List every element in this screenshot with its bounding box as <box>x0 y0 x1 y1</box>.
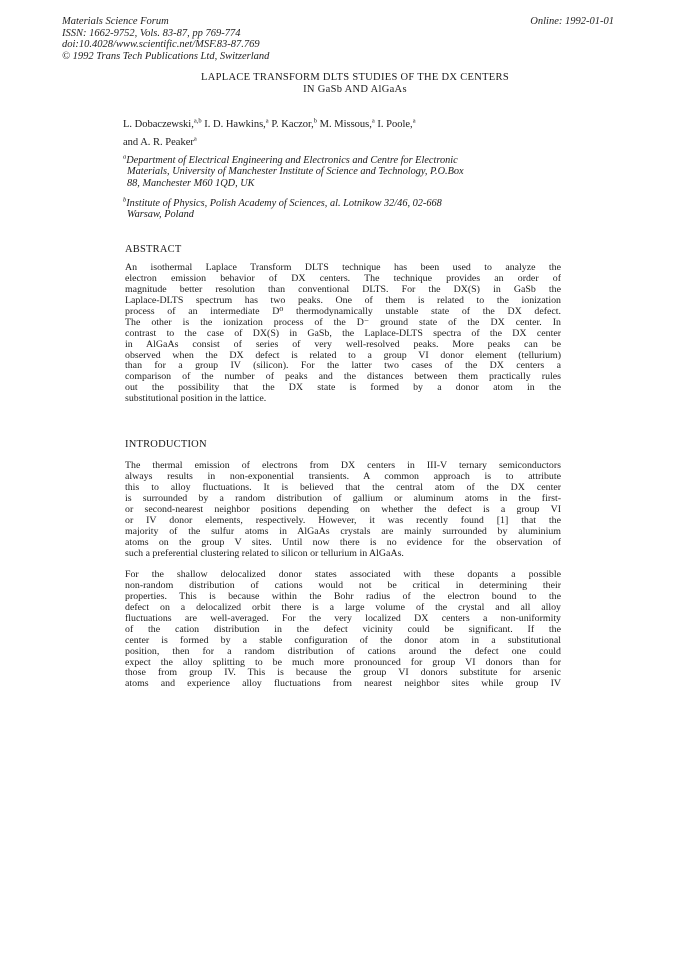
text-line: expect the alloy splitting to be much more pronounced for group VI donors than for <box>125 657 561 668</box>
author-line <box>123 116 583 134</box>
text-line: or second-nearest neighbor positions depending on whether the defect is a group VI <box>125 504 561 515</box>
text-line: magnitude better resolution than conventional DLTS. For the DX(S) in GaSb the <box>125 284 561 295</box>
author-name: I. D. Hawkins, <box>204 119 266 130</box>
text-line: of the cation distribution in the defect vicinity could be significant. If the <box>125 624 561 635</box>
online-date: Online: 1992-01-01 <box>530 16 614 27</box>
author-name: and A. R. Peaker <box>123 137 194 148</box>
author-line <box>123 134 583 152</box>
affiliation-line: Materials, University of Manchester Institute of Science and Technology, P.O.Box <box>127 166 464 178</box>
author-affiliation-marker: a,b <box>193 117 202 125</box>
affiliation-line <box>123 198 593 209</box>
abstract-body <box>125 263 561 405</box>
affiliation-marker: a <box>123 153 127 161</box>
text-line: observed when the DX defect is related to a group VI donor element (tellurium) <box>125 350 561 361</box>
introduction-paragraph-2 <box>125 570 561 690</box>
affiliation-b <box>123 198 593 221</box>
doi-line: doi:10.4028/www.scientific.net/MSF.83-87.769 <box>62 39 260 51</box>
author-affiliation-marker: a <box>193 135 197 143</box>
text-line: For the shallow delocalized donor states associated with these dopants a possible <box>125 570 561 580</box>
text-line: this to alloy fluctuations. It is believed that the central atom of the DX center <box>125 482 561 493</box>
issn-line: ISSN: 1662-9752, Vols. 83-87, pp 769-774 <box>62 27 241 39</box>
text-line: position, then for a random distribution of cations around the defect one could <box>125 646 561 657</box>
text-line: such a preferential clustering related to silicon or tellurium in AlGaAs. <box>125 548 404 559</box>
text-line: is surrounded by a random distribution of gallium or aluminum atoms in the first- <box>125 493 561 504</box>
text-line: The other is the ionization process of the D⁻ ground state of the DX center. In <box>125 317 561 328</box>
title-line: LAPLACE TRANSFORM DLTS STUDIES OF THE DX CENTERS <box>201 72 509 83</box>
text-line: in AlGaAs consist of series of very well-resolved peaks. More peaks can be <box>125 339 561 350</box>
text-line: substitutional position in the lattice. <box>125 394 267 405</box>
text-line: properties. This is because within the Bohr radius of the electron bound to the <box>125 591 561 602</box>
journal-name: Materials Science Forum <box>62 16 169 27</box>
text-line: An isothermal Laplace Transform DLTS technique has been used to analyze the <box>125 263 561 273</box>
affiliation-text: Institute of Physics, Polish Academy of Sciences, al. Lotnikow 32/46, 02-668 <box>126 198 442 209</box>
text-line: those from group IV. This is because the group VI donors substitute for arsenic <box>125 668 561 679</box>
text-line: or IV donor elements, respectively. However, it was recently found [1] that the <box>125 515 561 526</box>
text-line: center is formed by a stable configuration of the donor atom in a substitutional <box>125 635 561 646</box>
text-line: than for a group IV (silicon). For the latter two cases of the DX centers a <box>125 361 561 372</box>
introduction-paragraph-1 <box>125 461 561 559</box>
text-line: majority of the sulfur atoms in AlGaAs crystals are mainly surrounded by aluminium <box>125 526 561 537</box>
introduction-heading: INTRODUCTION <box>125 439 207 450</box>
affiliation-line: 88, Manchester M60 1QD, UK <box>127 177 255 189</box>
text-line: contrast to the case of DX(S) in GaSb, the Laplace-DLTS spectra of the DX center <box>125 328 561 339</box>
affiliation-a <box>123 155 593 189</box>
author-affiliation-marker: a <box>371 117 375 125</box>
author-name: M. Missous, <box>319 119 372 130</box>
text-line: Laplace-DLTS spectrum has two peaks. One of them is related to the ionization <box>125 295 561 306</box>
affiliation-marker: b <box>123 196 127 204</box>
author-affiliation-marker: b <box>313 117 318 125</box>
affiliation-text: Department of Electrical Engineering and Electronics and Centre for Electronic <box>126 155 458 166</box>
title-line: IN GaSb AND AlGaAs <box>303 84 407 95</box>
text-line: The thermal emission of electrons from DX centers in III-V ternary semiconductors <box>125 461 561 471</box>
text-line: comparison of the number of peaks and the distances between them practically rules <box>125 372 561 383</box>
affiliation-line: Warsaw, Poland <box>127 209 194 221</box>
author-name: L. Dobaczewski, <box>123 119 194 130</box>
author-name: I. Poole, <box>377 119 413 130</box>
abstract-heading: ABSTRACT <box>125 244 182 255</box>
text-line: atoms and experience alloy fluctuations from nearest neighbor sites while group IV <box>125 679 561 690</box>
text-line: process of an intermediate D⁰ thermodynamically unstable state of the DX defect. <box>125 306 561 317</box>
author-affiliation-marker: a <box>412 117 416 125</box>
text-line: non-random distribution of cations would not be critical in determining their <box>125 580 561 591</box>
text-line: always results in non-exponential transients. A common approach is to attribute <box>125 471 561 482</box>
text-line: fluctuations are well-averaged. For the very localized DX centers a non-uniformity <box>125 613 561 624</box>
affiliation-line <box>123 155 593 166</box>
journal-header <box>62 16 269 62</box>
text-line: out the possibility that the DX state is formed by a donor atom in the <box>125 383 561 394</box>
copyright-line: © 1992 Trans Tech Publications Ltd, Switzerland <box>62 50 270 62</box>
author-name: P. Kaczor, <box>271 119 314 130</box>
text-line: defect on a delocalized orbit there is a large volume of the crystal and all alloy <box>125 602 561 613</box>
text-line: electron emission behavior of DX centers. The technique provides an order of <box>125 273 561 284</box>
author-affiliation-marker: a <box>265 117 269 125</box>
text-line: atoms on the group V sites. Until now there is no evidence for the observation of <box>125 537 561 548</box>
author-list <box>123 116 583 152</box>
paper-title <box>120 72 590 96</box>
